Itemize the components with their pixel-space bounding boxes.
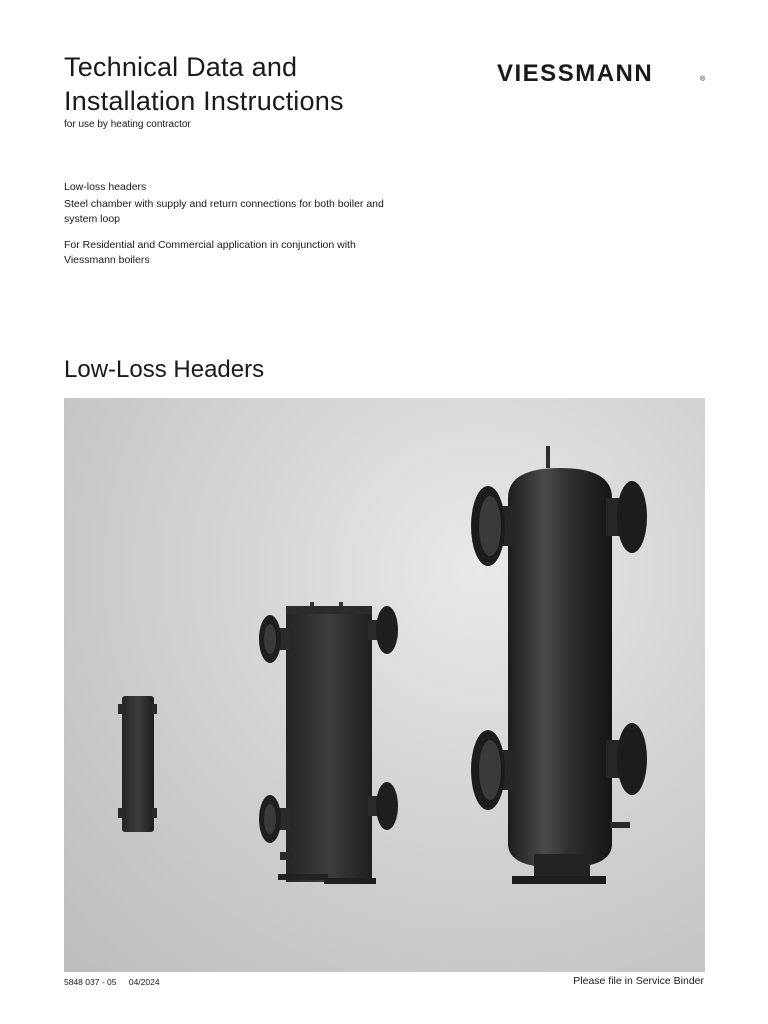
document-reference: [64, 977, 170, 987]
logo-wordmark: VIESSMANN: [497, 60, 654, 87]
description-application: For Residential and Commercial application in conjunction with Viessmann boilers: [64, 239, 356, 266]
description-product-type: Low-loss headers: [64, 181, 147, 193]
large-low-loss-header: [471, 446, 647, 884]
medium-low-loss-header: [259, 602, 398, 884]
product-photo: [64, 398, 705, 972]
document-title: [64, 50, 344, 118]
document-date: 04/2024: [128, 977, 160, 987]
document-subtitle: for use by heating contractor: [64, 119, 191, 130]
description-construction: Steel chamber with supply and return connections for both boiler and system loop: [64, 198, 384, 225]
section-title: Low-Loss Headers: [64, 356, 265, 383]
low-loss-headers-illustration: [64, 398, 705, 972]
small-low-loss-header: [118, 696, 157, 832]
title-line-1: Technical Data and: [64, 52, 298, 82]
logo-registered-mark: ®: [700, 76, 706, 83]
document-number: 5848 037 - 05: [64, 977, 117, 987]
service-binder-note: Please file in Service Binder: [573, 975, 704, 987]
title-line-2: Installation Instructions: [64, 86, 344, 116]
viessmann-logo: [497, 54, 707, 96]
